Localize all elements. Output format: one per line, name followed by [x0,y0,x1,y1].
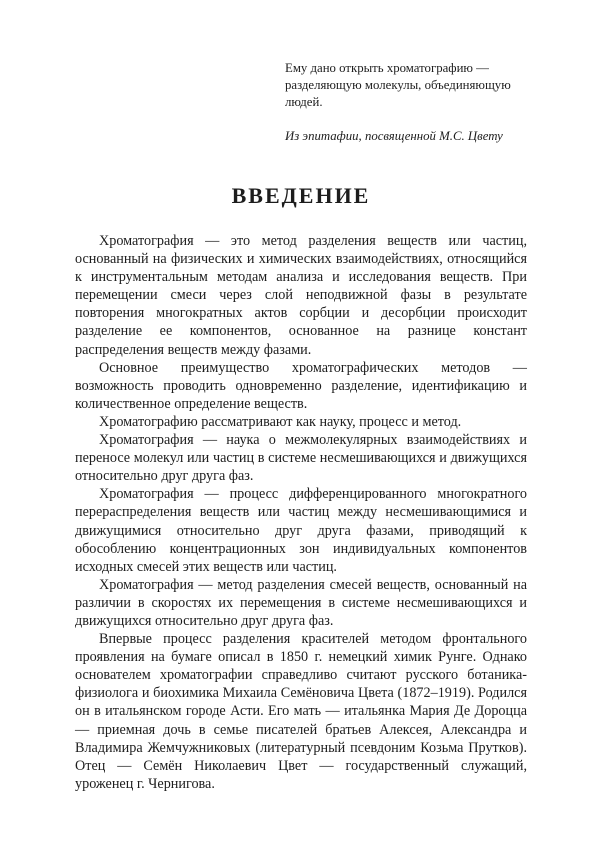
paragraph: Хроматографию рассматривают как науку, процесс и метод. [99,413,462,430]
paragraph: Хроматография — метод разделения смесей веществ, основанный на различии в скоростях их перемещения в системе несмешивающихся и движущихся относительно друг друга фаз. [75,576,527,629]
body-text [75,232,527,793]
paragraph: Впервые процесс разделения красителей методом фронтального проявления на бумаге описал в 1850 г. немецкий химик Рунге. Однако основателем хроматографии справедливо считают русского ботаника-физиолога и биохимика Михаила Семёновича Цвета (1872–1919). Родился он в итальянском городе Асти. Его мать — итальянка Мария Де Дороцца — приемная дочь в семье писателей братьев Алексея, Александра и Владимира Жемчужниковых (литературный псевдоним Козьма Прутков). Отец — Семён Николаевич Цвет — государственный служащий, уроженец г. Чернигова. [75,631,527,792]
paragraph: Основное преимущество хроматографических методов — возможность проводить одновременно разделение, идентификацию и количественное определение веществ. [75,359,527,412]
paragraph: Хроматография — процесс дифференцированного многократного перераспределения веществ или частиц между несмешивающимися и движущимися относительно друг друга фазами, приводящий к обособлению концентрационных зон индивидуальных компонентов исходных смесей этих веществ или частиц. [75,486,527,575]
text-block [75,0,527,793]
epigraph-text: Ему дано открыть хроматографию — разделяющую молекулы, объединяющую людей. [285,61,511,109]
epigraph-attribution: Из эпитафии, посвященной М.С. Цвету [285,129,503,143]
page-title: ВВЕДЕНИЕ [231,183,371,208]
paragraph: Хроматография — это метод разделения веществ или частиц, основанный на физических и химических взаимодействиях, относящийся к инструментальным методам анализа и исследования веществ. При перемещении смеси через слой неподвижной фазы в результате повторения многократных актов сорбции и десорбции происходит разделение ее компонентов, основанное на разнице констант распределения веществ между фазами. [75,233,527,358]
paragraph: Хроматография — наука о межмолекулярных взаимодействиях и переносе молекул или частиц в системе несмешивающихся и движущихся относительно друг друга фаз. [75,432,527,485]
